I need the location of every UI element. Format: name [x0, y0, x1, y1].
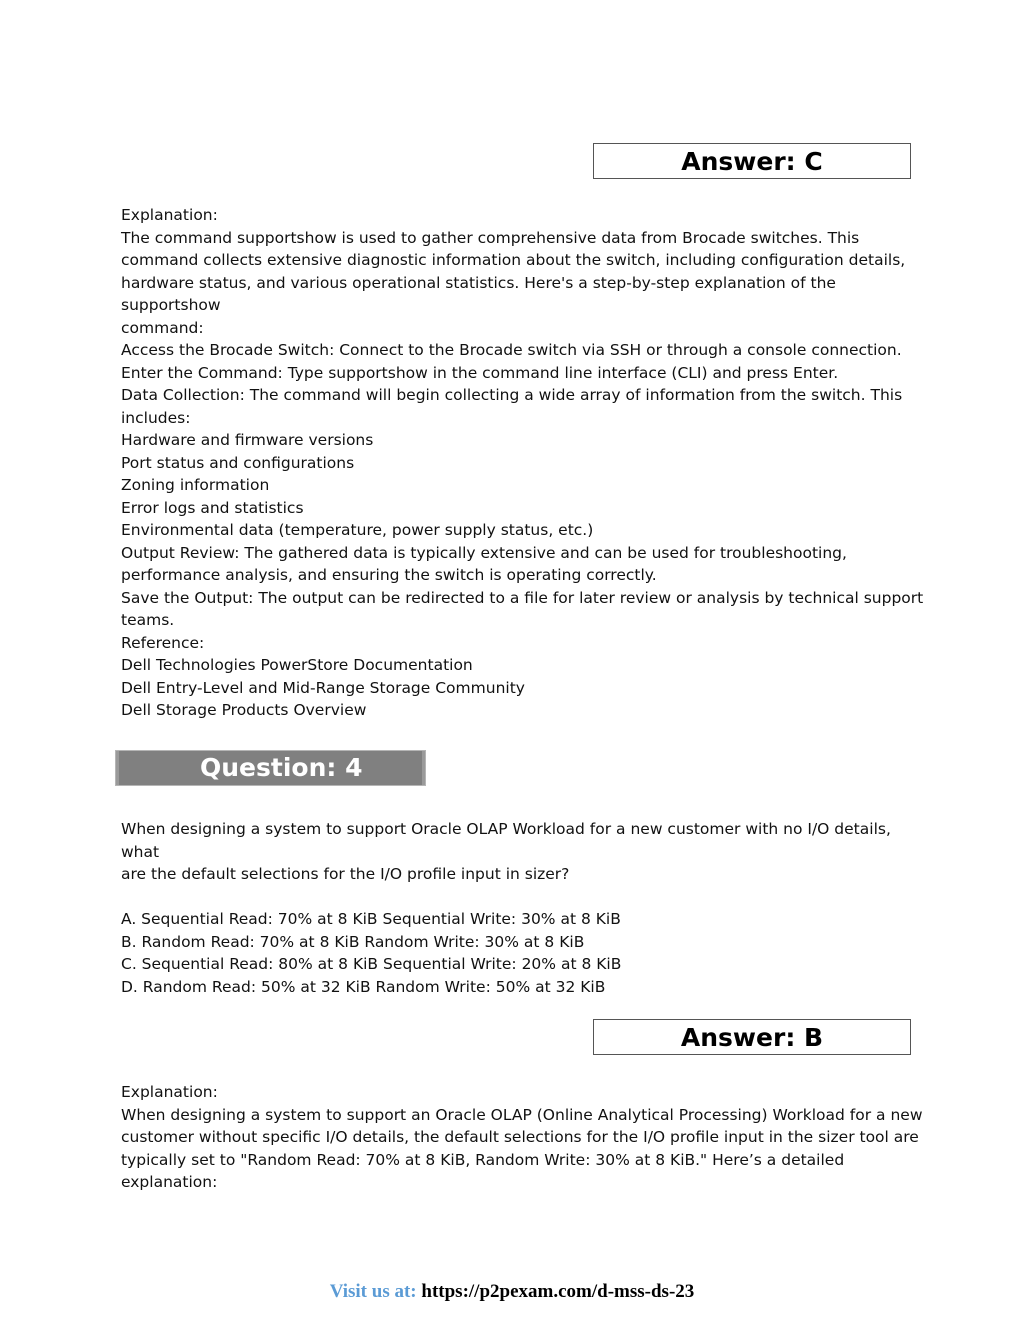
option-b: B. Random Read: 70% at 8 KiB Random Write: 30% at 8 KiB: [121, 932, 585, 951]
answer-box-b: [593, 1019, 911, 1055]
explanation-block-1: [121, 204, 924, 722]
text-line: explanation:: [121, 1173, 218, 1191]
text-line: Explanation:: [121, 206, 218, 224]
footer: [0, 1281, 1024, 1303]
text-line: Output Review: The gathered data is typically extensive and can be used for troubleshooting,: [121, 543, 847, 562]
text-line: typically set to "Random Read: 70% at 8 KiB, Random Write: 30% at 8 KiB." Here’s a detailed: [121, 1150, 845, 1169]
text-line: performance analysis, and ensuring the switch is operating correctly.: [121, 566, 657, 584]
question-header: [115, 750, 426, 786]
text-line: Port status and configurations: [121, 453, 355, 472]
text-line: customer without specific I/O details, the default selections for the I/O profile input in the sizer tool are: [121, 1128, 919, 1146]
text-line: teams.: [121, 611, 175, 629]
option-a: A. Sequential Read: 70% at 8 KiB Sequential Write: 30% at 8 KiB: [121, 910, 621, 928]
text-line: command:: [121, 318, 204, 337]
text-line: Access the Brocade Switch: Connect to the Brocade switch via SSH or through a console connection.: [121, 341, 902, 359]
text-line: hardware status, and various operational statistics. Here's a step-by-step explanation of the: [121, 273, 836, 292]
answer-label: Answer: B: [680, 1022, 824, 1052]
text-line: Dell Technologies PowerStore Documentation: [121, 656, 473, 674]
answer-label: Answer: C: [681, 146, 823, 176]
answer-box-c: [593, 143, 911, 179]
text-line: Hardware and firmware versions: [121, 431, 374, 449]
question-text-line: what: [121, 842, 160, 861]
option-c: C. Sequential Read: 80% at 8 KiB Sequential Write: 20% at 8 KiB: [121, 955, 622, 973]
footer-url-link[interactable]: https://p2pexam.com/d-mss-ds-23: [421, 1281, 695, 1302]
text-line: Error logs and statistics: [121, 498, 304, 517]
text-line: command collects extensive diagnostic information about the switch, including configuration details,: [121, 251, 906, 269]
option-d: D. Random Read: 50% at 32 KiB Random Write: 50% at 32 KiB: [121, 977, 606, 996]
text-line: Save the Output: The output can be redirected to a file for later review or analysis by technical support: [121, 588, 924, 607]
text-line: Dell Entry-Level and Mid-Range Storage Community: [121, 678, 525, 697]
text-line: Enter the Command: Type supportshow in the command line interface (CLI) and press Enter.: [121, 363, 839, 382]
spacer: [121, 886, 911, 909]
text-line: Environmental data (temperature, power supply status, etc.): [121, 521, 594, 539]
text-line: includes:: [121, 408, 191, 427]
text-line: Zoning information: [121, 476, 270, 494]
text-line: The command supportshow is used to gather comprehensive data from Brocade switches. This: [121, 228, 860, 247]
text-line: When designing a system to support an Oracle OLAP (Online Analytical Processing) Workload for a new: [121, 1105, 923, 1124]
question-block: [121, 818, 911, 998]
question-text-line: are the default selections for the I/O profile input in sizer?: [121, 865, 570, 883]
question-text-line: When designing a system to support Oracle OLAP Workload for a new customer with no I/O details,: [121, 820, 891, 838]
footer-visit-label: Visit us at:: [329, 1281, 417, 1302]
text-line: Dell Storage Products Overview: [121, 701, 367, 719]
text-line: supportshow: [121, 296, 221, 314]
text-line: Reference:: [121, 633, 205, 652]
question-label: Question: 4: [200, 753, 363, 782]
text-line: Explanation:: [121, 1083, 218, 1101]
text-line: Data Collection: The command will begin collecting a wide array of information from the switch. This: [121, 386, 903, 404]
explanation-block-2: [121, 1081, 923, 1194]
